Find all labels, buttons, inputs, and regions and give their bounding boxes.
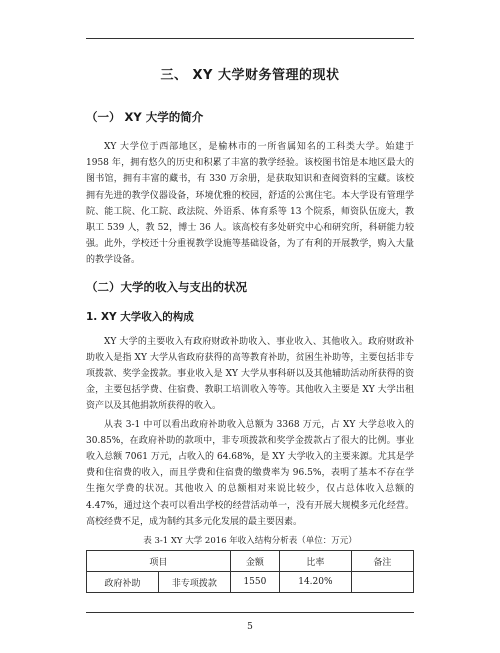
income-paragraph-2: 从表 3-1 中可以看出政府补助收入总额为 3368 万元，占 XY 大学总收入的 30.85%，在政府补助的款项中，非专项拨款和奖学金拨款占了很大的比例。事业收入总额 7061 万元，占收入的 64.68%，是 XY 大学收入的主要来源。尤其是学费和住宿费的收入，而且学费和住宿费的缴费率为 96.5%，表明了基本不存在学生拖欠学费的状况。其他收入 的总额相对来说比较少，仅占总体收入总额的 4.47%，通过这个表可以看出学校的经营活动单一，没有开展大规模多元化经营。高校经费不足，成为制约其多元化发展的最主要因素。 bbox=[86, 419, 414, 527]
table-cell-ratio: 14.20% bbox=[279, 572, 351, 593]
section-title-intro: （一） XY 大学的简介 bbox=[86, 110, 204, 124]
page-content bbox=[86, 60, 414, 593]
intro-paragraph: XY 大学位于西部地区，是榆林市的一所省属知名的工科类大学。始建于 1958 年，拥有悠久的历史和积累了丰富的教学经验。该校图书馆是本地区最大的图书馆，拥有丰富的藏书，有 330 万余册，是获取知识和查阅资料的宝藏。该校拥有先进的教学仪器设备，环境优雅的校园，舒适的公寓住宅。本大学设有管理学院、能工院、化工院、政法院、外语系、体育系等 13 个院系，师资队伍庞大，教职工 539 人，教 52，博士 36 人。该高校有多处研究中心和研究所，科研能力较强。此外，学校还十分重视教学设施等基础设备，为了有利的开展教学，购入大量的教学设备。 bbox=[86, 142, 414, 266]
table-header-ratio: 比率 bbox=[279, 551, 351, 572]
footer-rule bbox=[86, 612, 414, 613]
table-cell-category: 政府补助 bbox=[87, 572, 159, 593]
header-rule bbox=[86, 38, 414, 39]
page-number: 5 bbox=[247, 622, 253, 632]
table-header-remark: 备注 bbox=[351, 551, 413, 572]
subsection-title-income: 1. XY 大学收入的构成 bbox=[86, 310, 194, 323]
table-header-amount: 金额 bbox=[230, 551, 279, 572]
table-cell-subitem: 非专项拨款 bbox=[158, 572, 230, 593]
table-caption: 表 3-1 XY 大学 2016 年收入结构分析表（单位：万元） bbox=[143, 536, 357, 547]
table-header-row bbox=[87, 551, 414, 572]
table-header-item: 项目 bbox=[87, 551, 231, 572]
income-table bbox=[86, 550, 414, 593]
table-cell-remark bbox=[351, 572, 413, 593]
income-paragraph-1: XY 大学的主要收入有政府财政补助收入、事业收入、其他收入。政府财政补助收入是指 XY 大学从省政府获得的高等教育补助，贫困生补助等，主要包括非专项拨款、奖学金拨款。事业收入是 XY 大学从事科研以及其他辅助活动所获得的资金，主要包括学费、住宿费、教职工培训收入等等。其他收入主要是 XY 大学出租资产以及其他捐款所获得的收入。 bbox=[86, 336, 414, 412]
section-title-income-expense: （二）大学的收入与支出的状况 bbox=[86, 279, 247, 294]
table-row bbox=[87, 572, 414, 593]
table-cell-amount: 1550 bbox=[230, 572, 279, 593]
chapter-title: 三、 XY 大学财务管理的现状 bbox=[160, 68, 340, 83]
